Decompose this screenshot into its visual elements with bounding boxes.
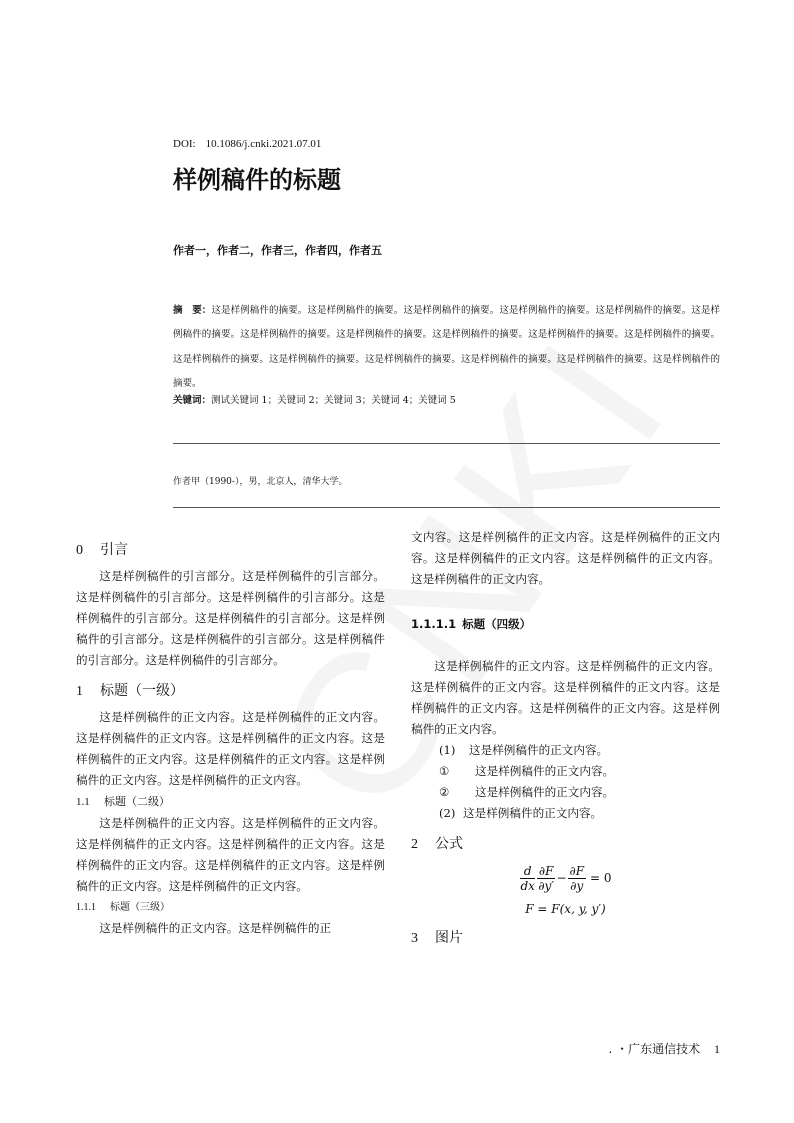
fraction-dF-dy: $\frac{\partial F}{\partial y}$: [569, 864, 585, 893]
section-heading-1-1-1-1: [411, 614, 720, 635]
section-title: 标题（二级）: [104, 795, 170, 808]
right-column: [411, 527, 720, 954]
list-marker: (1): [439, 743, 456, 757]
section-title: 标题（四级）: [462, 617, 532, 631]
list-text: 这是样例稿件的正文内容。: [469, 743, 609, 757]
section-heading-1: [76, 679, 385, 707]
section-number: 1.1.1.1: [411, 617, 457, 631]
keywords-label: 关键词：: [173, 395, 212, 406]
equation-rhs: = 0: [590, 871, 612, 885]
section-title: 标题（三级）: [110, 902, 170, 913]
section-title: 引言: [100, 542, 128, 558]
author-list: 作者一，作者二，作者三，作者四，作者五: [173, 244, 382, 257]
keywords-text: 测试关键词 1；关键词 2；关键词 3；关键词 4；关键词 5: [211, 395, 456, 406]
list-marker: (2): [439, 806, 456, 820]
journal-name: . ・广东通信技术: [608, 1042, 701, 1056]
section-number: 1.1.1: [76, 902, 96, 913]
section-heading-2: [411, 832, 720, 860]
page-footer: [609, 1040, 720, 1057]
abstract: [173, 299, 720, 396]
section-title: 公式: [435, 836, 463, 852]
equation-1: [411, 864, 720, 898]
body-paragraph-continued: 文内容。这是样例稿件的正文内容。这是样例稿件的正文内容。这是样例稿件的正文内容。这是样例稿件的正文内容。这是样例稿件的正文内容。: [411, 530, 720, 586]
left-column: [76, 538, 385, 939]
equation-2: F = F(x, y, y′): [525, 902, 606, 916]
author-affiliation: 作者甲（1990-），男，北京人，清华大学。: [173, 477, 348, 487]
fraction-dF-dy-prime: $\frac{\partial F}{\partial y'}$: [538, 864, 555, 893]
section-number: 3: [411, 931, 418, 946]
list-text: 这是样例稿件的正文内容。: [475, 764, 615, 778]
doi-value: 10.1086/j.cnki.2021.07.01: [205, 138, 322, 150]
list-text: 这是样例稿件的正文内容。: [463, 806, 603, 820]
divider-bottom: [173, 507, 720, 508]
body-paragraph: 这是样例稿件的正文内容。这是样例稿件的正文内容。这是样例稿件的正文内容。这是样例稿件的正文内容。这是样例稿件的正文内容。这是样例稿件的正文内容。这是样例稿件的正文内容。这是样例稿件的正文内容。: [76, 710, 385, 787]
divider-top: [173, 443, 720, 444]
doi-label: DOI:: [173, 138, 196, 150]
minus-sign: −: [556, 871, 567, 885]
abstract-label: 摘 要：: [173, 305, 212, 316]
section-heading-0: [76, 538, 385, 566]
section-number: 2: [411, 837, 418, 852]
body-paragraph: 这是样例稿件的正文内容。这是样例稿件的正文内容。这是样例稿件的正文内容。这是样例稿件的正文内容。这是样例稿件的正文内容。这是样例稿件的正文内容。这是样例稿件的正文内容。: [411, 659, 720, 736]
intro-paragraph: 这是样例稿件的引言部分。这是样例稿件的引言部分。这是样例稿件的引言部分。这是样例稿件的引言部分。这是样例稿件的引言部分。这是样例稿件的引言部分。这是样例稿件的引言部分。这是样例稿件的引言部分。这是样例稿件的引言部分。这是样例稿件的引言部分。: [76, 569, 385, 667]
list-item: [411, 761, 720, 782]
section-title: 标题（一级）: [100, 683, 184, 699]
fraction-d-dx: $\frac{d}{dx}$: [520, 864, 535, 893]
section-number: 0: [76, 543, 83, 558]
list-item: [411, 782, 720, 803]
page-number: 1: [714, 1042, 720, 1056]
list-marker: ②: [439, 785, 450, 799]
paper-title: 样例稿件的标题: [173, 166, 341, 194]
section-heading-1-1: [76, 791, 385, 813]
section-title: 图片: [435, 930, 463, 946]
section-heading-1-1-1: [76, 897, 385, 918]
abstract-text: 这是样例稿件的摘要。这是样例稿件的摘要。这是样例稿件的摘要。这是样例稿件的摘要。这是样例稿件的摘要。这是样例稿件的摘要。这是样例稿件的摘要。这是样例稿件的摘要。这是样例稿件的摘要。这是样例稿件的摘要。这是样例稿件的摘要。这是样例稿件的摘要。这是样例稿件的摘要。这是样例稿件的摘要。这是样例稿件的摘要。这是样例稿件的摘要。这是样例稿件的摘要。: [173, 305, 720, 389]
keywords: [173, 392, 456, 406]
list-marker: ①: [439, 764, 450, 778]
doi-line: [173, 138, 321, 150]
body-paragraph: 这是样例稿件的正文内容。这是样例稿件的正文内容。这是样例稿件的正文内容。这是样例稿件的正文内容。这是样例稿件的正文内容。这是样例稿件的正文内容。这是样例稿件的正文内容。这是样例稿件的正文内容。: [76, 816, 385, 893]
section-heading-3: [411, 926, 720, 954]
section-number: 1.1: [76, 796, 90, 808]
list-item: [411, 803, 720, 824]
list-item: [411, 740, 720, 761]
section-number: 1: [76, 684, 83, 699]
body-paragraph: 这是样例稿件的正文内容。这是样例稿件的正: [99, 921, 332, 935]
list-text: 这是样例稿件的正文内容。: [475, 785, 615, 799]
